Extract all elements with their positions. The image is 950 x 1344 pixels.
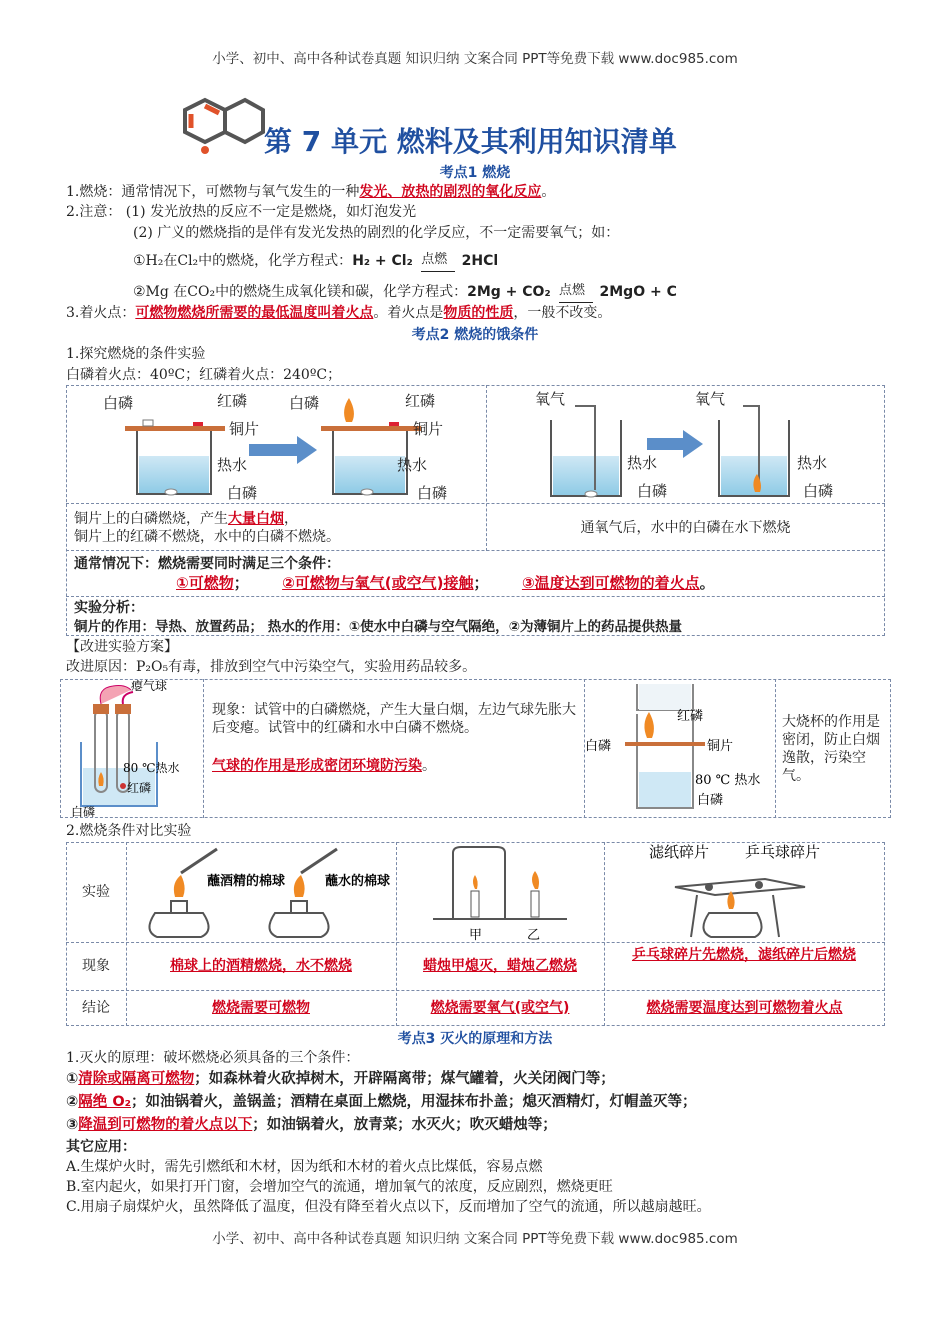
test-tube-diagram: [61, 680, 202, 817]
phenomenon-oxygen: 通氧气后，水中的白磷在水下燃烧: [580, 520, 791, 536]
extinguish-principle: 1.灭火的原理：破坏燃烧必须具备的三个条件：: [66, 1050, 360, 1066]
combustion-definition: 1.燃烧：通常情况下，可燃物与氧气发生的一种发光、放热的剧烈的氧化反应。: [66, 184, 556, 200]
method-2: ②隔绝 O₂；如油锅着火，盖锅盖；酒精在桌面上燃烧，用湿抹布扑盖；熄灭酒精灯，灯帽盖灭等；: [66, 1094, 697, 1110]
label-jia: 甲: [469, 928, 483, 941]
label-white-p-8: 白磷: [585, 739, 612, 754]
label-white-p-5: 白磷: [637, 482, 668, 500]
phosphorus-beaker-diagram: [67, 386, 485, 502]
large-beaker-diagram: [585, 680, 774, 817]
page-header: 小学、初中、高中各种试卷真题 知识归纳 文案合同 PPT等免费下载 www.doc985.com: [212, 51, 738, 67]
label-white-p-9: 白磷: [697, 793, 724, 808]
label-white-p-1: 白磷: [103, 394, 134, 412]
analysis-roles: 铜片的作用：导热、放置药品； 热水的作用：①使水中白磷与空气隔绝，②为薄铜片上的药品提供热量: [74, 619, 683, 635]
label-yi: 乙: [527, 928, 541, 941]
application-a: A.生煤炉火时，需先引燃纸和木材，因为纸和木材的着火点比煤低，容易点燃: [66, 1159, 543, 1175]
label-oxygen-2: 氧气: [695, 390, 726, 408]
row-label-experiment: 实验: [82, 884, 110, 900]
label-white-p-3: 白磷: [289, 394, 320, 412]
ignition-points: 白磷着火点：40ºC；红磷着火点：240ºC；: [66, 367, 342, 383]
label-copper-3: 铜片: [707, 739, 734, 754]
label-oxygen-1: 氧气: [535, 390, 566, 408]
improve-reason: 改进原因：P₂O₅有毒，排放到空气中污染空气，实验用药品较多。: [66, 659, 477, 675]
conditions-heading: 通常情况下：燃烧需要同时满足三个条件：: [74, 556, 340, 572]
application-c: C.用扇子扇煤炉火，虽然降低了温度，但没有降至着火点以下，反而增加了空气的流通，所以越扇越旺。: [66, 1199, 711, 1215]
note-1: 2.注意： (1) 发光放热的反应不一定是燃烧，如灯泡发光: [66, 204, 417, 220]
page-footer: 小学、初中、高中各种试卷真题 知识归纳 文案合同 PPT等免费下载 www.doc985.com: [212, 1231, 738, 1247]
label-hot-water-3: 热水: [627, 454, 658, 472]
row-label-phenomenon: 现象: [82, 958, 110, 974]
section-1-title: 考点1 燃烧: [439, 165, 511, 181]
candle-diagram: [397, 843, 603, 941]
label-red-p-1: 红磷: [217, 392, 248, 410]
method-1: ①清除或隔离可燃物；如森林着火砍掉树木，开辟隔离带；煤气罐着，火关闭阀门等；: [66, 1071, 615, 1087]
phenomenon-3: 乒乓球碎片先燃烧，滤纸碎片后燃烧: [632, 947, 856, 963]
method-3: ③降温到可燃物的着火点以下；如油锅着火，放青菜；水灭火；吹灭蜡烛等；: [66, 1117, 557, 1133]
conclusion-3: 燃烧需要温度达到可燃物着火点: [646, 1000, 843, 1016]
improve-heading: 【改进实验方案】: [66, 639, 178, 655]
beaker-role: 大烧杯的作用是密闭，防止白烟逸散，污染空气。: [782, 714, 880, 784]
label-hot-water-2: 热水: [397, 456, 428, 474]
ignition-point: 3.着火点：可燃物燃烧所需要的最低温度叫着火点。着火点是物质的性质，一般不改变。: [66, 305, 612, 321]
beaker-4: [695, 390, 833, 500]
oxygen-beaker-diagram: [487, 386, 884, 502]
conclusion-1: 燃烧需要可燃物: [212, 1000, 310, 1016]
label-balloon: 瘪气球: [131, 680, 168, 693]
benzene-logo-icon: [175, 92, 265, 162]
label-pingpong: 乒乓球碎片: [745, 843, 821, 861]
label-white-p-6: 白磷: [803, 482, 834, 500]
other-applications: 其它应用：: [66, 1139, 136, 1155]
label-copper-1: 铜片: [229, 420, 260, 438]
label-hot-water-1: 热水: [217, 456, 248, 474]
paper-pingpong-diagram: [605, 843, 884, 941]
note-2: (2) 广义的燃烧指的是伴有发光发热的剧烈的化学反应，不一定需要氧气；如：: [133, 225, 620, 241]
application-b: B.室内起火，如果打开门窗，会增加空气的流通，增加氧气的浓度，反应剧烈，燃烧更旺: [66, 1179, 613, 1195]
label-water-cotton: 蘸水的棉球: [325, 874, 391, 889]
label-white-p-7: 白磷: [71, 805, 96, 817]
section-3-title: 考点3 灭火的原理和方法: [397, 1031, 553, 1047]
phenomenon-2: 蜡烛甲熄灭，蜡烛乙燃烧: [423, 958, 577, 974]
improve-phenomenon: 现象：试管中的白磷燃烧，产生大量白烟，左边气球先胀大后变瘪。试管中的红磷和水中白磷不燃烧。 气球的作用是形成密闭环境防污染。: [212, 702, 576, 774]
cotton-ball-diagram: [127, 843, 395, 941]
beaker-1: [103, 392, 259, 502]
label-red-p-2: 红磷: [405, 392, 436, 410]
conditions-list: ①可燃物； ②可燃物与氧气(或空气)接触； ③温度达到可燃物的着火点。: [176, 574, 715, 592]
row-label-conclusion: 结论: [82, 1000, 110, 1016]
phenomenon-1: 棉球上的酒精燃烧，水不燃烧: [170, 958, 352, 974]
section-2-title: 考点2 燃烧的饿条件: [411, 327, 539, 343]
label-80c-water-1: 80 ℃热水: [123, 761, 180, 775]
label-red-p-3: 红磷: [127, 781, 152, 795]
label-alcohol-cotton: 蘸酒精的棉球: [207, 874, 286, 889]
label-white-p-4: 白磷: [417, 484, 448, 502]
label-red-p-4: 红磷: [677, 709, 704, 724]
conclusion-2: 燃烧需要氧气(或空气): [430, 1000, 570, 1016]
label-white-p-2: 白磷: [227, 484, 258, 502]
experiment-title: 1.探究燃烧的条件实验: [66, 346, 206, 362]
compare-heading: 2.燃烧条件对比实验: [66, 823, 192, 839]
phenomenon-copper: 铜片上的白磷燃烧，产生大量白烟， 铜片上的红磷不燃烧，水中的白磷不燃烧。: [74, 511, 340, 545]
label-hot-water-4: 热水: [797, 454, 828, 472]
label-copper-2: 铜片: [413, 420, 444, 438]
page-title: 第 7 单元 燃料及其利用知识清单: [264, 125, 677, 158]
label-80c-water-2: 80 ℃ 热水: [695, 773, 761, 788]
equation-mg-co2: ②Mg 在CO₂中的燃烧生成氧化镁和碳，化学方程式：2Mg + CO₂ 点燃 2MgO + C: [133, 283, 677, 301]
analysis-heading: 实验分析：: [74, 600, 144, 616]
label-filter-paper: 滤纸碎片: [649, 843, 710, 861]
equation-h2-cl2: ①H₂在Cl₂中的燃烧，化学方程式：H₂ + Cl₂ 点燃 2HCl: [133, 252, 498, 270]
